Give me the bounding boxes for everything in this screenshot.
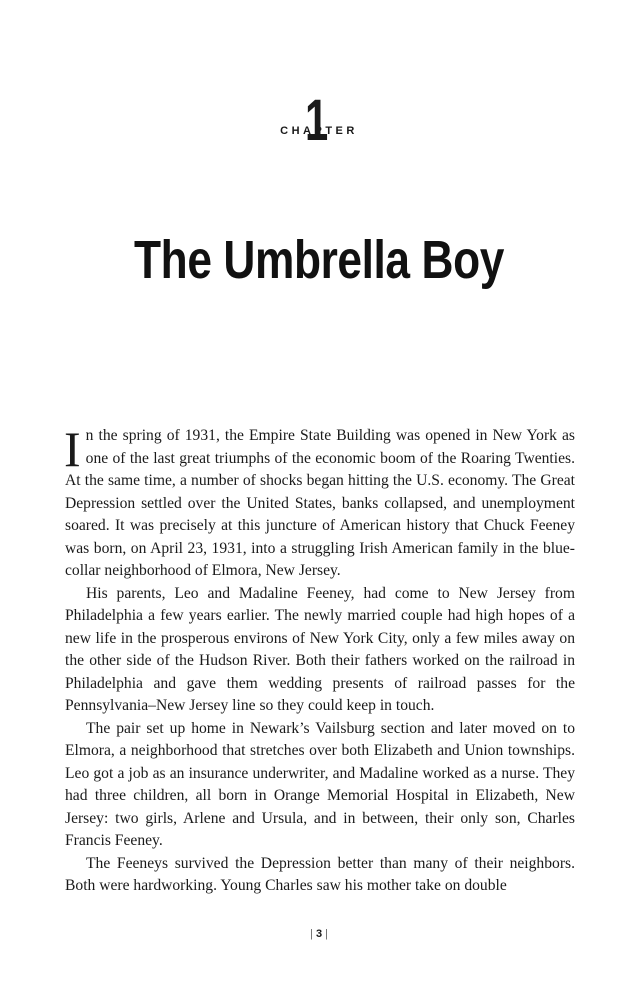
paragraph: The Feeneys survived the Depression better than many of their neighbors. Both were hardworking. Young Charles saw his mother take on double [65, 854, 575, 894]
paragraph: His parents, Leo and Madaline Feeney, had come to New Jersey from Philadelphia a few years earlier. The newly married couple had high hopes of a new life in the prosperous environs of New York City, only a few miles away on the other side of the Hudson River. Both their fathers worked on the railroad in Philadelphia and gave them wedding presents of railroad passes for the Pennsylvania–New Jersey line so they could keep in touch. [65, 584, 575, 714]
body-text [64, 421, 575, 898]
page-number-value: 3 [315, 928, 323, 940]
chapter-number: 1 [305, 88, 329, 153]
chapter-label: CHAPTER [280, 125, 358, 137]
chapter-heading [0, 88, 638, 153]
page-number: | 3 | [310, 928, 328, 940]
drop-cap: I [64, 421, 81, 477]
chapter-title: The Umbrella Boy [134, 230, 504, 290]
paragraph-text: n the spring of 1931, the Empire State Building was opened in New York as one of the last great triumphs of the economic boom of the Roaring Twenties. At the same time, a number of shocks began hitting the U.S. economy. The Great Depression settled over the United States, banks collapsed, and unemployment soared. It was precisely at this juncture of American history that Chuck Feeney was born, on April 23, 1931, into a struggling Irish American family in the blue-collar neighborhood of Elmora, New Jersey. [65, 427, 575, 579]
paragraph: The pair set up home in Newark’s Vailsburg section and later moved on to Elmora, a neighborhood that stretches over both Elizabeth and Union townships. Leo got a job as an insurance underwriter, and Madaline worked as a nurse. They had three children, all born in Orange Memorial Hospital in Elizabeth, New Jersey: two girls, Arlene and Ursula, and in between, their only son, Charles Francis Feeney. [65, 719, 575, 849]
paragraph [64, 421, 575, 583]
